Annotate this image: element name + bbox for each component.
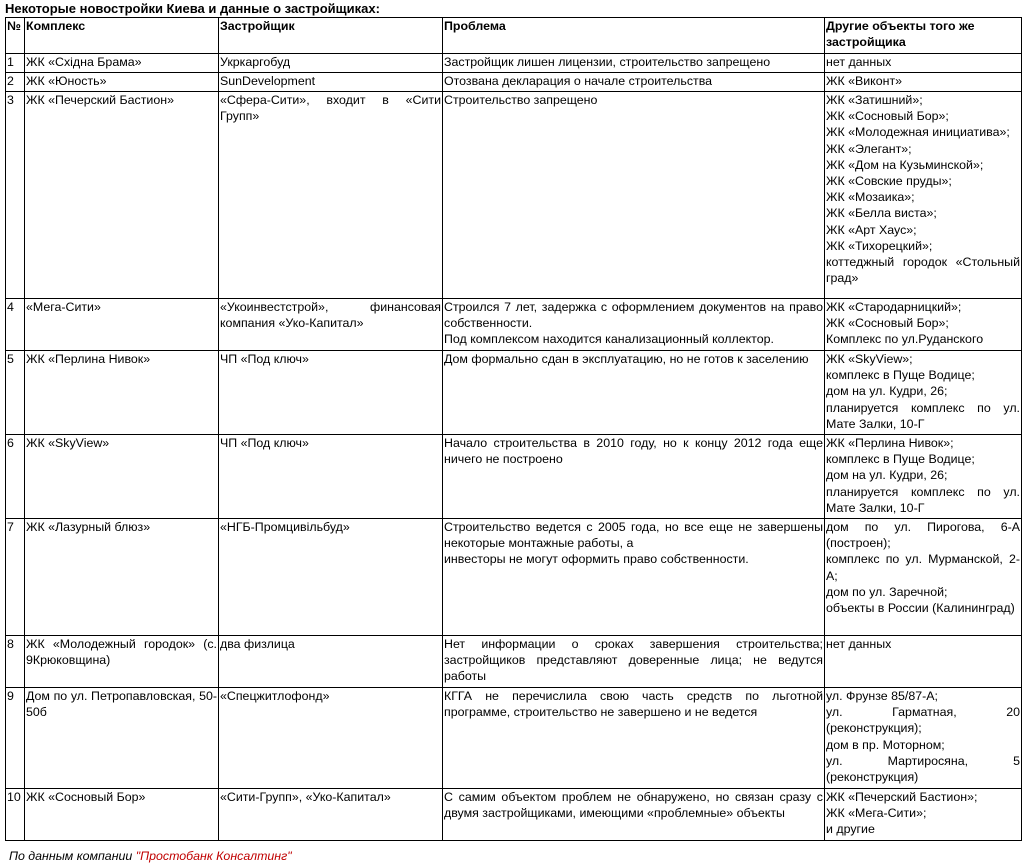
- other-object-item: коттеджный городок «Стольный град»: [826, 255, 1020, 286]
- other-object-item: ЖК «Печерский Бастион»;: [826, 790, 978, 804]
- problem-line: Под комплексом находится канализационный коллектор.: [444, 332, 774, 347]
- other-object-item: ЖК «Молодежная инициатива»;: [826, 125, 1010, 140]
- other-object-item: ЖК «Совские пруды»;: [826, 174, 952, 189]
- cell-num: 5: [6, 351, 25, 435]
- cell-other-objects: [825, 435, 1022, 519]
- other-object-item: ЖК «Белла виста»;: [826, 206, 937, 221]
- source-link[interactable]: "Простобанк Консалтинг": [135, 849, 292, 863]
- cell-complex: ЖК «Лазурный блюз»: [25, 519, 219, 636]
- table-row: [6, 435, 1022, 519]
- other-object-item: ЖК «Дом на Кузьминской»;: [826, 157, 984, 172]
- table-row: [6, 73, 1022, 92]
- other-object-item: ЖК «Виконт»: [826, 74, 903, 88]
- cell-other-objects: [825, 636, 1022, 688]
- cell-num: 2: [6, 73, 25, 92]
- cell-problem: [443, 636, 825, 688]
- cell-other-objects: [825, 73, 1022, 92]
- cell-developer: два физлица: [219, 636, 443, 688]
- cell-num: 7: [6, 519, 25, 636]
- source-note: [9, 849, 292, 864]
- other-object-item: ЖК «Сосновый Бор»;: [826, 316, 949, 331]
- cell-other-objects: [825, 789, 1022, 841]
- other-object-item: ЖК «Перлина Нивок»;: [826, 436, 954, 450]
- page-title: Некоторые новостройки Киева и данные о застройщиках:: [5, 1, 380, 16]
- cell-complex: ЖК «Молодежный городок» (с. 9Крюковщина): [25, 636, 219, 688]
- other-object-item: нет данных: [826, 55, 892, 69]
- cell-num: 3: [6, 92, 25, 299]
- table-row: [6, 636, 1022, 688]
- cell-problem: [443, 351, 825, 435]
- other-object-item: ЖК «Стародарницкий»;: [826, 300, 962, 314]
- header-others: Другие объекты того же застройщика: [825, 18, 1022, 54]
- cell-developer: SunDevelopment: [219, 73, 443, 92]
- other-object-item: ЖК «Мозаика»;: [826, 190, 915, 205]
- other-object-item: комплекс по ул. Мурманской, 2-А;: [826, 552, 1020, 583]
- other-object-item: дом по ул. Пирогова, 6-А (построен);: [826, 520, 1020, 551]
- cell-other-objects: [825, 351, 1022, 435]
- other-object-item: ЖК «Элегант»;: [826, 141, 912, 156]
- cell-complex: ЖК «Східна Брама»: [25, 54, 219, 73]
- header-complex: Комплекс: [25, 18, 219, 54]
- header-num: №: [6, 18, 25, 54]
- problem-line: Строительство ведется с 2005 года, но все еще не завершены некоторые монтажные работы, а: [444, 520, 823, 551]
- other-object-item: ЖК «Арт Хаус»;: [826, 222, 917, 237]
- other-object-item: ул. Мартиросяна, 5 (реконструкция): [826, 753, 1020, 785]
- cell-other-objects: [825, 299, 1022, 351]
- table-row: [6, 519, 1022, 636]
- cell-complex: ЖК «Юность»: [25, 73, 219, 92]
- table-row: [6, 351, 1022, 435]
- problem-line: Застройщик лишен лицензии, строительство запрещено: [444, 55, 771, 69]
- cell-num: 10: [6, 789, 25, 841]
- cell-other-objects: [825, 92, 1022, 299]
- cell-num: 1: [6, 54, 25, 73]
- other-object-item: объекты в России (Калининград): [826, 601, 1015, 616]
- other-object-item: комплекс в Пуще Водице;: [826, 368, 975, 383]
- cell-developer: «Сити-Групп», «Уко-Капитал»: [219, 789, 443, 841]
- other-object-item: дом в пр. Моторном;: [826, 737, 945, 752]
- problem-line: С самим объектом проблем не обнаружено, но связан сразу с двумя застройщиками, имеющими «проблемные» объекты: [444, 790, 823, 821]
- other-object-item: ул. Фрунзе 85/87-А;: [826, 689, 938, 703]
- problem-line: Нет информации о сроках завершения строительства; застройщиков представляют доверенные лица; не ведутся работы: [444, 637, 823, 684]
- table-row: [6, 299, 1022, 351]
- table-row: [6, 688, 1022, 789]
- cell-other-objects: [825, 54, 1022, 73]
- cell-problem: [443, 299, 825, 351]
- other-object-item: нет данных: [826, 637, 892, 651]
- other-object-item: комплекс в Пуще Водице;: [826, 452, 975, 467]
- cell-problem: [443, 92, 825, 299]
- problem-line: Дом формально сдан в эксплуатацию, но не готов к заселению: [444, 352, 809, 366]
- cell-developer: «НГБ-Промцивільбуд»: [219, 519, 443, 636]
- cell-complex: «Мега-Сити»: [25, 299, 219, 351]
- problem-line: Строительство запрещено: [444, 93, 598, 107]
- cell-num: 8: [6, 636, 25, 688]
- problem-line: Отозвана декларация о начале строительства: [444, 74, 713, 88]
- header-problem: Проблема: [443, 18, 825, 54]
- cell-complex: ЖК «Печерский Бастион»: [25, 92, 219, 299]
- table-row: [6, 54, 1022, 73]
- cell-complex: ЖК «SkyView»: [25, 435, 219, 519]
- cell-developer: «Сфера-Сити», входит в «Сити Групп»: [219, 92, 443, 299]
- cell-problem: [443, 435, 825, 519]
- other-object-item: и другие: [826, 822, 875, 837]
- cell-problem: [443, 73, 825, 92]
- problem-line: инвесторы не могут оформить право собственности.: [444, 552, 749, 567]
- other-object-item: планируется комплекс по ул. Мате Залки, 10-Г: [826, 484, 1020, 515]
- cell-num: 6: [6, 435, 25, 519]
- cell-other-objects: [825, 688, 1022, 789]
- developers-table: [5, 17, 1022, 841]
- other-object-item: дом на ул. Кудри, 26;: [826, 384, 948, 399]
- other-object-item: ЖК «Тихорецкий»;: [826, 238, 933, 253]
- other-object-item: ул. Гарматная, 20 (реконструкция);: [826, 705, 1020, 736]
- cell-problem: [443, 54, 825, 73]
- problem-line: Начало строительства в 2010 году, но к концу 2012 года еще ничего не построено: [444, 436, 823, 467]
- cell-developer: Укркаргобуд: [219, 54, 443, 73]
- cell-developer: «Спецжитлофонд»: [219, 688, 443, 789]
- other-object-item: планируется комплекс по ул. Мате Залки, 10-Г: [826, 400, 1020, 431]
- cell-other-objects: [825, 519, 1022, 636]
- table-body: [6, 54, 1022, 841]
- table-header-row: [6, 18, 1022, 54]
- other-object-item: ЖК «Затишний»;: [826, 93, 923, 107]
- table-row: [6, 789, 1022, 841]
- cell-complex: ЖК «Перлина Нивок»: [25, 351, 219, 435]
- cell-problem: [443, 519, 825, 636]
- cell-problem: [443, 789, 825, 841]
- other-object-item: дом на ул. Кудри, 26;: [826, 468, 948, 483]
- header-developer: Застройщик: [219, 18, 443, 54]
- cell-complex: Дом по ул. Петропавловская, 50-50б: [25, 688, 219, 789]
- other-object-item: ЖК «Мега-Сити»;: [826, 806, 927, 821]
- table-row: [6, 92, 1022, 299]
- other-object-item: ЖК «Сосновый Бор»;: [826, 109, 949, 124]
- cell-num: 4: [6, 299, 25, 351]
- problem-line: КГГА не перечислила свою часть средств по льготной программе, строительство не завершено и не ведется: [444, 689, 823, 720]
- cell-complex: ЖК «Сосновый Бор»: [25, 789, 219, 841]
- other-object-item: Комплекс по ул.Руданского: [826, 332, 984, 347]
- cell-developer: ЧП «Под ключ»: [219, 351, 443, 435]
- source-prefix: По данным компании: [9, 849, 136, 863]
- cell-developer: ЧП «Под ключ»: [219, 435, 443, 519]
- cell-num: 9: [6, 688, 25, 789]
- other-object-item: дом по ул. Заречной;: [826, 584, 948, 599]
- cell-developer: «Укоинвестстрой», финансовая компания «Уко-Капитал»: [219, 299, 443, 351]
- cell-problem: [443, 688, 825, 789]
- problem-line: Строился 7 лет, задержка с оформлением документов на право собственности.: [444, 300, 823, 331]
- other-object-item: ЖК «SkyView»;: [826, 352, 913, 366]
